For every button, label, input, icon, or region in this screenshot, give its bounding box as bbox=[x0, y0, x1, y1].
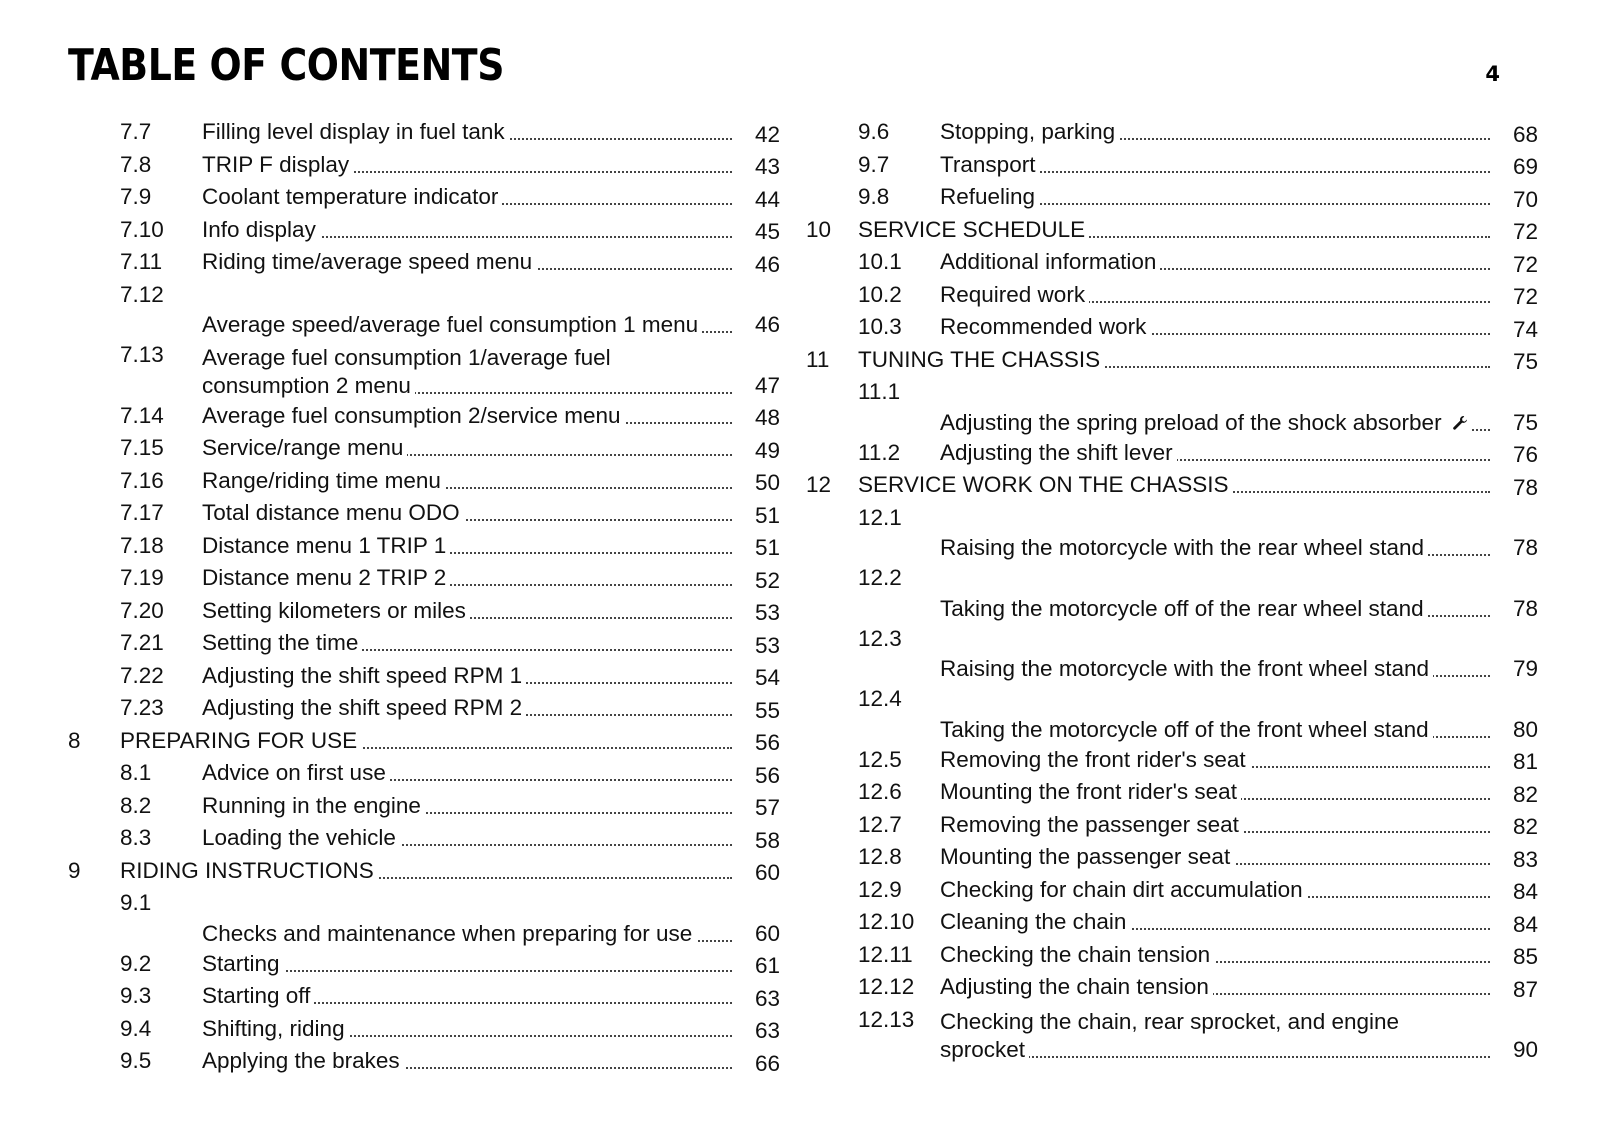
toc-entry-title: Cleaning the chain bbox=[940, 909, 1130, 934]
toc-entry-title: SERVICE WORK ON THE CHASSIS bbox=[858, 472, 1233, 497]
toc-entry-page: 74 bbox=[1512, 316, 1538, 342]
toc-entry-number: 7.16 bbox=[120, 467, 164, 493]
toc-entry-number: 7.23 bbox=[120, 695, 164, 720]
toc-entry[interactable] bbox=[68, 339, 780, 400]
toc-entry[interactable] bbox=[68, 530, 780, 563]
toc-entry-page: 79 bbox=[1512, 656, 1538, 681]
toc-entry-title: Checking the chain, rear sprocket, and engine sprocket bbox=[940, 1009, 1400, 1062]
toc-entry-title: RIDING INSTRUCTIONS bbox=[120, 858, 378, 883]
toc-entry-page: 70 bbox=[1512, 186, 1538, 212]
toc-entry-title: Running in the engine bbox=[202, 793, 425, 818]
toc-left-column bbox=[68, 116, 780, 1078]
toc-entry-number: 11 bbox=[806, 346, 830, 372]
toc-entry[interactable] bbox=[68, 757, 780, 790]
toc-entry-page: 53 bbox=[754, 632, 780, 658]
toc-entry-page: 44 bbox=[754, 186, 780, 212]
toc-entry-title: Setting the time bbox=[202, 630, 362, 655]
toc-right-column bbox=[806, 116, 1538, 1064]
toc-entry[interactable] bbox=[68, 562, 780, 595]
toc-entry[interactable] bbox=[806, 683, 1538, 744]
toc-entry-page: 69 bbox=[1512, 154, 1538, 179]
toc-entry-number: 12 bbox=[806, 472, 832, 497]
toc-entry-title: Adjusting the shift lever bbox=[940, 440, 1177, 465]
toc-entry-page: 72 bbox=[1512, 284, 1538, 309]
toc-entry-page: 90 bbox=[1512, 1037, 1538, 1062]
toc-entry-number: 12.2 bbox=[858, 565, 902, 590]
toc-entry-number: 7.22 bbox=[120, 662, 164, 688]
toc-entry-page: 43 bbox=[754, 154, 780, 179]
toc-entry-page: 78 bbox=[1512, 595, 1538, 621]
toc-entry-page: 68 bbox=[1512, 121, 1538, 147]
toc-entry-page: 85 bbox=[1512, 944, 1538, 969]
toc-entry[interactable] bbox=[68, 822, 780, 855]
toc-entry[interactable] bbox=[68, 497, 780, 530]
toc-entry[interactable] bbox=[806, 246, 1538, 279]
toc-entry[interactable] bbox=[806, 469, 1538, 502]
toc-entry-number: 12.3 bbox=[858, 625, 902, 651]
toc-entry-page: 48 bbox=[754, 405, 780, 430]
toc-entry-page: 78 bbox=[1512, 474, 1538, 500]
toc-entry[interactable] bbox=[806, 874, 1538, 907]
toc-entry-title: Refueling bbox=[940, 184, 1039, 209]
toc-entry-page: 50 bbox=[754, 470, 780, 495]
toc-entry-page: 72 bbox=[1512, 219, 1538, 244]
toc-entry-number: 7.18 bbox=[120, 532, 164, 558]
toc-entry-number: 9.8 bbox=[858, 184, 890, 209]
toc-entry[interactable] bbox=[806, 311, 1538, 344]
toc-entry[interactable] bbox=[806, 971, 1538, 1004]
toc-entry[interactable] bbox=[806, 181, 1538, 214]
toc-entry-number: 12.9 bbox=[858, 876, 902, 902]
toc-entry-number: 12.7 bbox=[858, 811, 902, 837]
toc-entry-page: 42 bbox=[754, 121, 780, 147]
toc-entry[interactable] bbox=[806, 116, 1538, 149]
toc-entry-title: Taking the motorcycle off of the front wheel stand bbox=[940, 717, 1433, 742]
toc-entry-title: Required work bbox=[940, 282, 1089, 307]
toc-entry-page: 72 bbox=[1512, 251, 1538, 277]
toc-entry-title: Checking the chain tension bbox=[940, 942, 1214, 967]
toc-entry-number: 10.3 bbox=[858, 314, 902, 339]
toc-entry-page: 45 bbox=[754, 219, 780, 244]
toc-entry-page: 87 bbox=[1512, 976, 1538, 1002]
page-title: TABLE OF CONTENTS bbox=[68, 40, 505, 91]
toc-entry-title: Transport bbox=[940, 152, 1039, 177]
toc-entry-title: Shifting, riding bbox=[202, 1016, 349, 1041]
toc-entry-page: 51 bbox=[754, 502, 780, 528]
toc-entry-number: 12.8 bbox=[858, 844, 902, 869]
toc-entry[interactable] bbox=[806, 344, 1538, 377]
toc-entry-title: TRIP F display bbox=[202, 152, 353, 177]
toc-entry-title: Recommended work bbox=[940, 314, 1150, 339]
toc-entry-number: 9.6 bbox=[858, 119, 890, 144]
toc-entry-number: 12.10 bbox=[858, 909, 915, 934]
toc-entry-number: 7.14 bbox=[120, 402, 164, 428]
toc-entry-title: Adjusting the spring preload of the shock absorber bbox=[940, 410, 1446, 435]
toc-entry-page: 53 bbox=[754, 600, 780, 625]
toc-entry-number: 8.1 bbox=[120, 760, 152, 785]
toc-entry-title: Adjusting the shift speed RPM 2 bbox=[202, 695, 526, 720]
toc-entry-title: Adjusting the chain tension bbox=[940, 974, 1213, 999]
toc-entry-page: 54 bbox=[754, 665, 780, 690]
toc-entry-number: 12.13 bbox=[858, 1006, 915, 1032]
toc-entry[interactable] bbox=[68, 887, 780, 948]
toc-entry-title: Raising the motorcycle with the rear wheel stand bbox=[940, 535, 1428, 560]
toc-entry[interactable] bbox=[68, 595, 780, 628]
toc-entry-title: Additional information bbox=[940, 249, 1160, 274]
toc-entry[interactable] bbox=[806, 279, 1538, 312]
toc-entry-title: Service/range menu bbox=[202, 435, 407, 460]
toc-entry-number: 8.3 bbox=[120, 825, 152, 850]
toc-entry[interactable] bbox=[68, 214, 780, 247]
toc-entry-title: Setting kilometers or miles bbox=[202, 598, 470, 623]
toc-entry-title: Riding time/average speed menu bbox=[202, 249, 536, 274]
toc-entry-page: 49 bbox=[754, 437, 780, 463]
toc-entry-number: 9 bbox=[68, 857, 81, 883]
wrench-icon bbox=[1452, 415, 1468, 431]
page-number: 4 bbox=[1485, 62, 1500, 86]
toc-entry-title: TUNING THE CHASSIS bbox=[858, 347, 1104, 372]
toc-entry[interactable] bbox=[806, 841, 1538, 874]
toc-entry-number: 9.5 bbox=[120, 1048, 152, 1073]
toc-entry[interactable] bbox=[806, 906, 1538, 939]
toc-entry-number: 7.21 bbox=[120, 630, 164, 655]
toc-entry-number: 12.4 bbox=[858, 686, 902, 711]
toc-entry-title: Average speed/average fuel consumption 1 menu bbox=[202, 312, 702, 337]
toc-entry-page: 52 bbox=[754, 567, 780, 593]
toc-entry[interactable] bbox=[806, 502, 1538, 563]
toc-entry-page: 63 bbox=[754, 985, 780, 1011]
toc-entry-page: 82 bbox=[1512, 814, 1538, 839]
toc-entry-page: 51 bbox=[754, 535, 780, 560]
toc-entry-number: 7.8 bbox=[120, 151, 152, 177]
toc-entry-number: 7.10 bbox=[120, 216, 164, 242]
toc-entry-number: 9.2 bbox=[120, 950, 152, 976]
toc-entry[interactable] bbox=[68, 627, 780, 660]
toc-entry-page: 76 bbox=[1512, 442, 1538, 467]
toc-entry-page: 80 bbox=[1512, 716, 1538, 742]
toc-entry-title: Distance menu 1 TRIP 1 bbox=[202, 533, 450, 558]
toc-entry-page: 66 bbox=[754, 1050, 780, 1076]
toc-entry[interactable] bbox=[68, 980, 780, 1013]
toc-entry-page: 55 bbox=[754, 697, 780, 723]
toc-entry-number: 7.19 bbox=[120, 565, 164, 590]
toc-entry[interactable] bbox=[806, 149, 1538, 182]
toc-entry-number: 7.7 bbox=[120, 119, 152, 144]
toc-entry-number: 9.3 bbox=[120, 983, 152, 1008]
toc-entry-page: 83 bbox=[1512, 846, 1538, 872]
toc-entry-number: 9.7 bbox=[858, 151, 890, 177]
toc-entry-number: 12.5 bbox=[858, 746, 902, 772]
toc-entry[interactable] bbox=[68, 725, 780, 758]
toc-entry-page: 60 bbox=[754, 860, 780, 885]
toc-entry-title: Info display bbox=[202, 217, 320, 242]
toc-entry-page: 60 bbox=[754, 920, 780, 946]
toc-entry-title: Checks and maintenance when preparing for use bbox=[202, 921, 696, 946]
toc-entry-page: 84 bbox=[1512, 879, 1538, 904]
toc-entry-title: Starting off bbox=[202, 983, 314, 1008]
toc-entry-page: 58 bbox=[754, 827, 780, 853]
toc-entry[interactable] bbox=[806, 809, 1538, 842]
toc-entry-number: 10.2 bbox=[858, 281, 902, 307]
toc-entry-title: Average fuel consumption 2/service menu bbox=[202, 403, 625, 428]
toc-entry[interactable] bbox=[68, 149, 780, 182]
toc-entry-page: 56 bbox=[754, 762, 780, 788]
toc-entry-title: Distance menu 2 TRIP 2 bbox=[202, 565, 450, 590]
toc-entry-page: 78 bbox=[1512, 535, 1538, 560]
toc-entry-title: SERVICE SCHEDULE bbox=[858, 217, 1089, 242]
toc-entry[interactable] bbox=[806, 437, 1538, 470]
toc-entry[interactable] bbox=[68, 1013, 780, 1046]
toc-entry[interactable] bbox=[68, 116, 780, 149]
toc-entry-number: 8.2 bbox=[120, 792, 152, 818]
toc-entry[interactable] bbox=[68, 660, 780, 693]
toc-entry-title: Range/riding time menu bbox=[202, 468, 445, 493]
toc-entry[interactable] bbox=[806, 376, 1538, 437]
toc-entry-title: Filling level display in fuel tank bbox=[202, 119, 509, 144]
toc-entry-number: 9.1 bbox=[120, 890, 152, 915]
toc-entry[interactable] bbox=[68, 181, 780, 214]
toc-entry-title: Removing the passenger seat bbox=[940, 812, 1243, 837]
toc-entry-number: 12.6 bbox=[858, 779, 902, 804]
toc-entry-page: 46 bbox=[754, 251, 780, 277]
toc-entry[interactable] bbox=[806, 1004, 1538, 1065]
toc-entry[interactable] bbox=[68, 246, 780, 279]
toc-entry-page: 75 bbox=[1512, 349, 1538, 374]
toc-entry-title: Checking for chain dirt accumulation bbox=[940, 877, 1307, 902]
toc-entry[interactable] bbox=[68, 465, 780, 498]
toc-entry-page: 46 bbox=[754, 312, 780, 337]
toc-entry-title: Loading the vehicle bbox=[202, 825, 400, 850]
toc-entry-number: 7.17 bbox=[120, 500, 164, 525]
toc-entry[interactable] bbox=[806, 939, 1538, 972]
toc-entry-page: 63 bbox=[754, 1018, 780, 1043]
toc-entry[interactable] bbox=[68, 855, 780, 888]
toc-entry-title: Applying the brakes bbox=[202, 1048, 404, 1073]
toc-entry[interactable] bbox=[806, 744, 1538, 777]
toc-entry-page: 84 bbox=[1512, 911, 1538, 937]
toc-entry-number: 7.20 bbox=[120, 597, 164, 623]
toc-entry[interactable] bbox=[68, 279, 780, 340]
toc-entry-title: Total distance menu ODO bbox=[202, 500, 464, 525]
toc-entry-number: 12.12 bbox=[858, 974, 915, 999]
toc-entry-title: Stopping, parking bbox=[940, 119, 1119, 144]
toc-entry-title: Taking the motorcycle off of the rear wheel stand bbox=[940, 596, 1428, 621]
toc-entry[interactable] bbox=[68, 432, 780, 465]
toc-entry[interactable] bbox=[68, 948, 780, 981]
toc-entry-number: 9.4 bbox=[120, 1015, 152, 1041]
toc-entry-number: 7.9 bbox=[120, 184, 152, 209]
toc-entry[interactable] bbox=[806, 214, 1538, 247]
toc-entry-title: Advice on first use bbox=[202, 760, 390, 785]
toc-entry-page: 75 bbox=[1512, 409, 1538, 435]
toc-entry[interactable] bbox=[68, 1045, 780, 1078]
toc-entry[interactable] bbox=[68, 400, 780, 433]
toc-entry-page: 57 bbox=[754, 795, 780, 820]
toc-entry-page: 81 bbox=[1512, 749, 1538, 774]
toc-entry-number: 7.13 bbox=[120, 342, 164, 367]
toc-entry-number: 7.12 bbox=[120, 281, 164, 307]
toc-entry-title: Adjusting the shift speed RPM 1 bbox=[202, 663, 526, 688]
toc-entry-number: 12.1 bbox=[858, 504, 902, 530]
toc-entry-title: Raising the motorcycle with the front wheel stand bbox=[940, 656, 1433, 681]
toc-entry-number: 10.1 bbox=[858, 249, 902, 274]
toc-entry[interactable] bbox=[68, 692, 780, 725]
toc-entry-page: 82 bbox=[1512, 781, 1538, 807]
toc-entry-number: 10 bbox=[806, 216, 832, 242]
toc-entry[interactable] bbox=[806, 623, 1538, 684]
toc-entry-title: Mounting the passenger seat bbox=[940, 844, 1234, 869]
toc-entry-title: Removing the front rider's seat bbox=[940, 747, 1250, 772]
toc-entry-title: Average fuel consumption 1/average fuel consumption 2 menu bbox=[202, 344, 611, 398]
toc-entry-page: 61 bbox=[754, 953, 780, 978]
toc-entry-title: PREPARING FOR USE bbox=[120, 728, 361, 753]
toc-entry-page: 56 bbox=[754, 730, 780, 755]
toc-entry-number: 8 bbox=[68, 727, 81, 753]
toc-entry-number: 7.11 bbox=[120, 249, 163, 274]
toc-entry-number: 7.15 bbox=[120, 435, 164, 460]
toc-entry[interactable] bbox=[806, 776, 1538, 809]
toc-entry-number: 11.1 bbox=[858, 379, 901, 404]
toc-entry-title: Starting bbox=[202, 951, 284, 976]
toc-entry-page: 47 bbox=[754, 372, 780, 398]
toc-entry-number: 12.11 bbox=[858, 941, 913, 967]
toc-entry[interactable] bbox=[68, 790, 780, 823]
toc-entry-number: 11.2 bbox=[858, 439, 901, 465]
toc-entry-title: Coolant temperature indicator bbox=[202, 184, 502, 209]
toc-entry[interactable] bbox=[806, 562, 1538, 623]
toc-entry-title: Mounting the front rider's seat bbox=[940, 779, 1241, 804]
